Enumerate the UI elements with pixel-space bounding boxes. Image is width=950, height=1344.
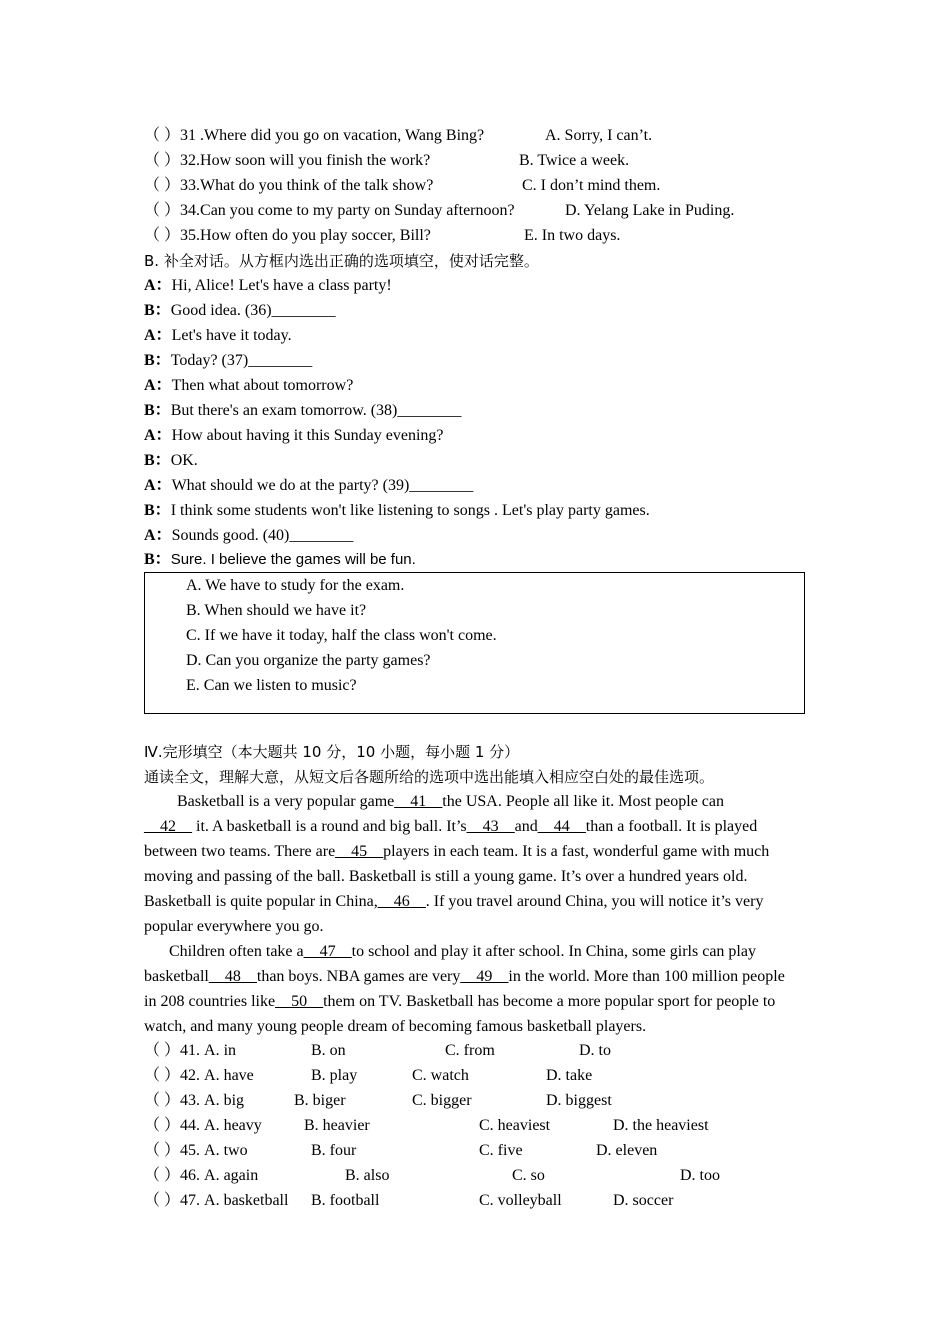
dialog-line: B：Today? (37)________ bbox=[144, 352, 313, 369]
options-box bbox=[144, 572, 805, 714]
matching-answer: C. I don’t mind them. bbox=[522, 177, 661, 194]
blank-45: __45__ bbox=[335, 843, 384, 860]
matching-answer: A. Sorry, I can’t. bbox=[545, 127, 653, 144]
passage-line: in 208 countries like__50__them on TV. Basketball has become a more popular sport for people to bbox=[144, 993, 776, 1010]
passage-line: __42__ it. A basketball is a round and big ball. It’s__43__and__44__than a football. It is played bbox=[144, 818, 758, 835]
passage-line: moving and passing of the ball. Basketball is still a young game. It’s over a hundred years old. bbox=[144, 868, 748, 885]
box-option: D. Can you organize the party games? bbox=[186, 652, 431, 669]
box-option: A. We have to study for the exam. bbox=[186, 577, 405, 594]
blank-46: __46__ bbox=[377, 893, 426, 910]
blank-49: __49__ bbox=[460, 968, 509, 985]
matching-answer: E. In two days. bbox=[524, 227, 621, 244]
blank-41: __41__ bbox=[394, 793, 443, 810]
passage-line: Basketball is a very popular game__41__the USA. People all like it. Most people can bbox=[177, 793, 724, 810]
dialog-line: A：Hi, Alice! Let's have a class party! bbox=[144, 277, 392, 294]
blank-47: __47__ bbox=[303, 943, 352, 960]
dialog-line: B：OK. bbox=[144, 452, 198, 469]
dialog-line: B：Sure. I believe the games will be fun. bbox=[144, 551, 416, 568]
dialog-line: A：Sounds good. (40)________ bbox=[144, 527, 354, 544]
passage-line: Basketball is quite popular in China,__46__. If you travel around China, you will notice it’s very bbox=[144, 893, 764, 910]
dialog-line: B：But there's an exam tomorrow. (38)________ bbox=[144, 402, 462, 419]
dialog-instructions: B. 补全对话。从方框内选出正确的选项填空，使对话完整。 bbox=[144, 252, 539, 270]
blank-48: __48__ bbox=[208, 968, 257, 985]
cloze-instructions: 通读全文，理解大意，从短文后各题所给的选项中选出能填入相应空白处的最佳选项。 bbox=[144, 768, 715, 786]
matching-answer: B. Twice a week. bbox=[519, 152, 630, 169]
matching-row: （ ）31 .Where did you go on vacation, Wang Bing? bbox=[144, 127, 485, 144]
blank-50: __50__ bbox=[275, 993, 324, 1010]
dialog-line: A：How about having it this Sunday evening? bbox=[144, 427, 444, 444]
dialog-line: A：Then what about tomorrow? bbox=[144, 377, 354, 394]
dialog-line: B：I think some students won't like listening to songs . Let's play party games. bbox=[144, 502, 650, 519]
box-option: C. If we have it today, half the class won't come. bbox=[186, 627, 497, 644]
matching-row: （ ）32.How soon will you finish the work? bbox=[144, 152, 431, 169]
passage-line: watch, and many young people dream of becoming famous basketball players. bbox=[144, 1018, 647, 1035]
passage-line: between two teams. There are__45__players in each team. It is a fast, wonderful game with much bbox=[144, 843, 770, 860]
blank-42: __42__ bbox=[144, 818, 192, 835]
matching-row: （ ）34.Can you come to my party on Sunday afternoon? bbox=[144, 202, 515, 219]
matching-row: （ ）33.What do you think of the talk show? bbox=[144, 177, 434, 194]
box-option: E. Can we listen to music? bbox=[186, 677, 357, 694]
dialog-line: B：Good idea. (36)________ bbox=[144, 302, 336, 319]
dialog-line: A：Let's have it today. bbox=[144, 327, 292, 344]
passage-line: Children often take a__47__to school and play it after school. In China, some girls can play bbox=[169, 943, 756, 960]
section-heading: Ⅳ.完形填空（本大题共 10 分，10 小题，每小题 1 分） bbox=[144, 743, 520, 761]
passage-line: basketball__48__than boys. NBA games are very__49__in the world. More than 100 million people bbox=[144, 968, 785, 985]
blank-43: __43__ bbox=[466, 818, 515, 835]
box-option: B. When should we have it? bbox=[186, 602, 367, 619]
blank-44: __44__ bbox=[537, 818, 586, 835]
matching-answer: D. Yelang Lake in Puding. bbox=[565, 202, 735, 219]
dialog-line: A：What should we do at the party? (39)________ bbox=[144, 477, 474, 494]
passage-line: popular everywhere you go. bbox=[144, 918, 324, 935]
matching-row: （ ）35.How often do you play soccer, Bill? bbox=[144, 227, 431, 244]
